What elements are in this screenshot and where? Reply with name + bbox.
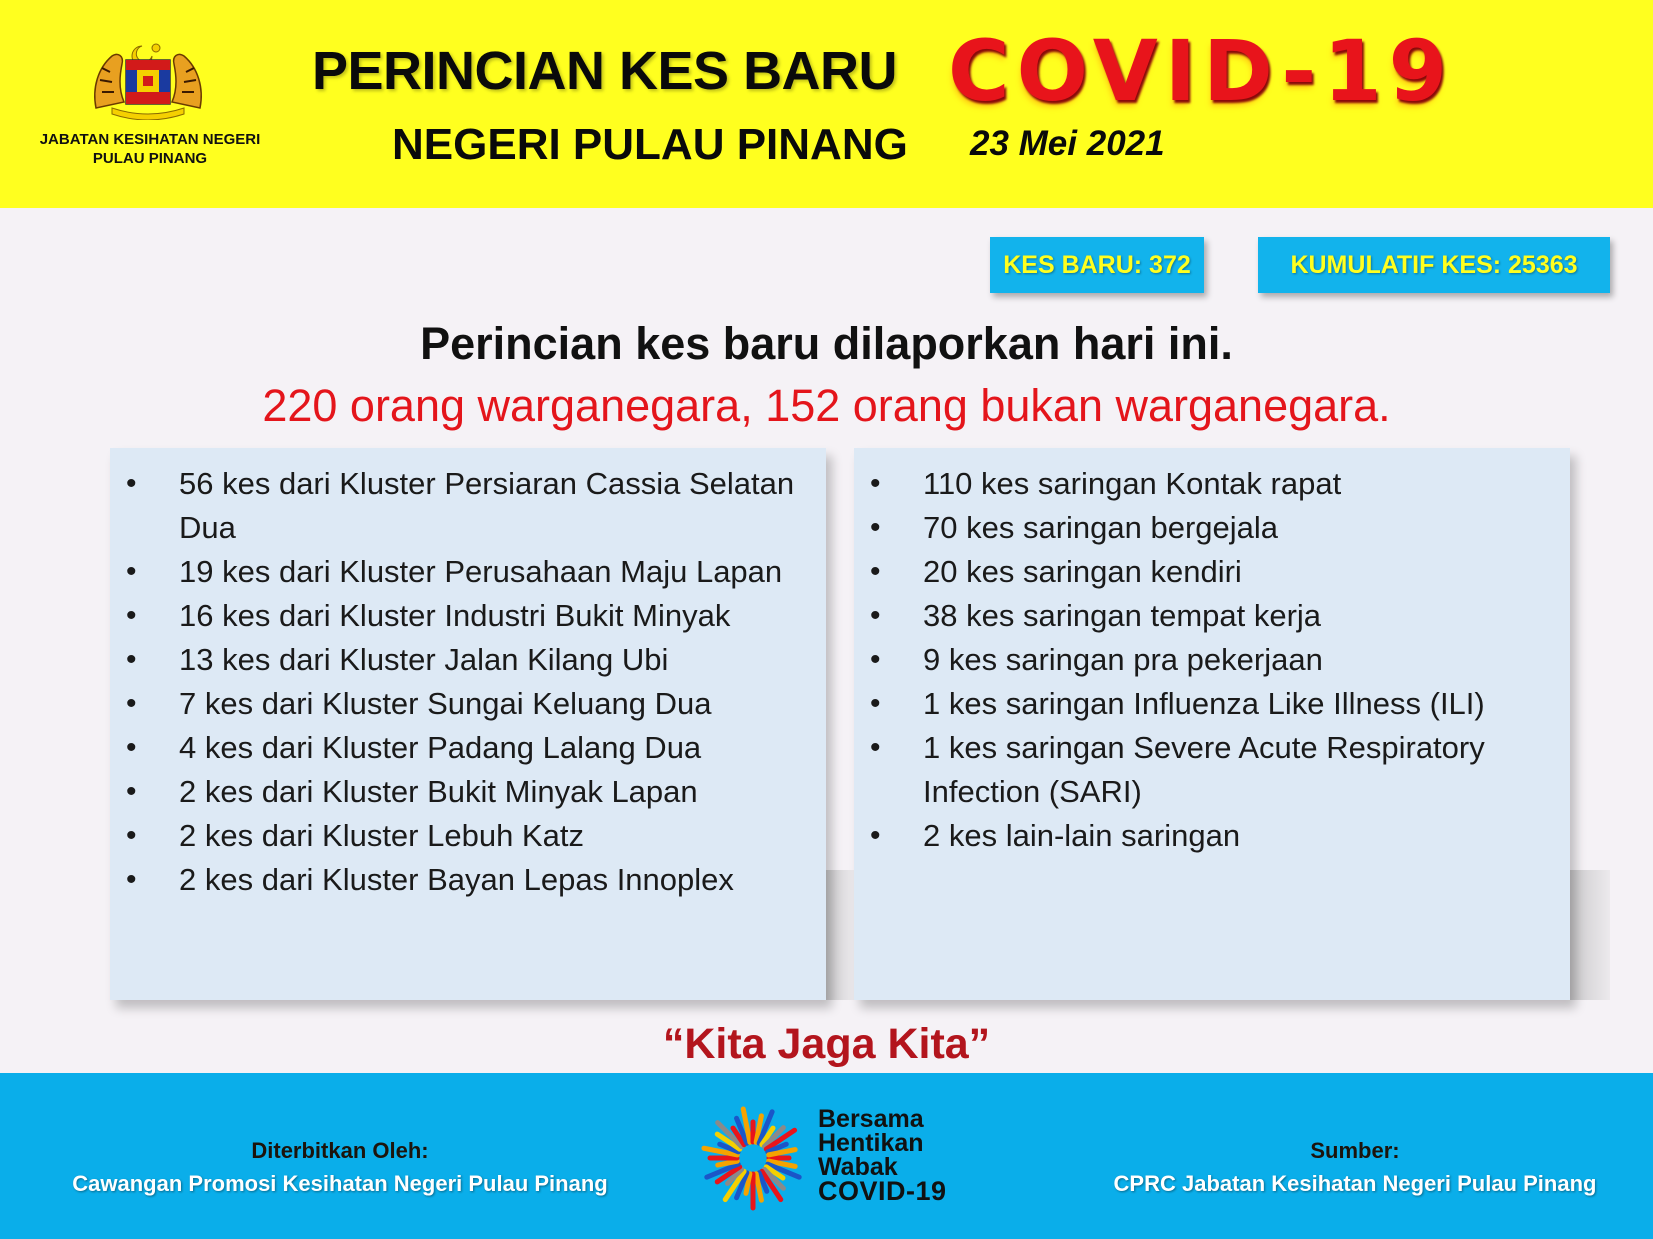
publisher-heading: Diterbitkan Oleh: xyxy=(251,1138,429,1163)
list-item xyxy=(854,814,1570,858)
report-date: 23 Mei 2021 xyxy=(970,124,1165,163)
bullet-icon: • xyxy=(126,687,137,720)
footer-banner xyxy=(0,1073,1653,1239)
slogan: “Kita Jaga Kita” xyxy=(662,1020,991,1068)
list-item xyxy=(854,506,1570,550)
cumulative-cases-badge: KUMULATIF KES: 25363 xyxy=(1258,237,1610,293)
page-title: PERINCIAN KES BARU xyxy=(312,41,898,101)
list-item-text: 1 kes saringan Influenza Like Illness (ILI) xyxy=(923,686,1485,721)
list-item-text: 20 kes saringan kendiri xyxy=(923,554,1242,589)
campaign-line3: Wabak xyxy=(818,1153,898,1181)
agency-name-line2: PULAU PINANG xyxy=(92,150,208,167)
list-item-text: 2 kes lain-lain saringan xyxy=(923,818,1241,853)
agency-name xyxy=(20,130,280,168)
bullet-icon: • xyxy=(126,467,137,500)
cluster-cases-panel xyxy=(110,448,826,1000)
header-banner xyxy=(0,0,1653,208)
list-item-text: 38 kes saringan tempat kerja xyxy=(923,598,1322,633)
page-subtitle: NEGERI PULAU PINANG xyxy=(392,120,908,169)
bullet-icon: • xyxy=(870,687,881,720)
source-block xyxy=(1060,1135,1650,1201)
new-cases-badge: KES BARU: 372 xyxy=(990,237,1204,293)
list-item-text: 13 kes dari Kluster Jalan Kilang Ubi xyxy=(179,642,669,677)
source-name: CPRC Jabatan Kesihatan Negeri Pulau Pinang xyxy=(1113,1171,1597,1196)
bullet-icon: • xyxy=(126,599,137,632)
bullet-icon: • xyxy=(870,819,881,852)
list-item xyxy=(854,682,1570,726)
list-item-text: 2 kes dari Kluster Bukit Minyak Lapan xyxy=(179,774,698,809)
bullet-icon: • xyxy=(870,731,881,764)
bullet-icon: • xyxy=(126,863,137,896)
panel-shadow xyxy=(1570,870,1610,1000)
cluster-cases-list xyxy=(110,448,826,902)
bullet-icon: • xyxy=(870,467,881,500)
list-item xyxy=(110,770,826,814)
screening-cases-list xyxy=(854,448,1570,858)
campaign-text xyxy=(818,1105,947,1206)
bullet-icon: • xyxy=(126,775,137,808)
headline: Perincian kes baru dilaporkan hari ini. xyxy=(420,318,1233,369)
malaysia-coat-of-arms-icon xyxy=(90,38,206,120)
list-item-text: 2 kes dari Kluster Lebuh Katz xyxy=(179,818,584,853)
list-item xyxy=(110,638,826,682)
list-item-text: 16 kes dari Kluster Industri Bukit Minyak xyxy=(179,598,731,633)
publisher-name: Cawangan Promosi Kesihatan Negeri Pulau Pinang xyxy=(72,1171,608,1196)
list-item xyxy=(110,594,826,638)
list-item-text: 2 kes dari Kluster Bayan Lepas Innoplex xyxy=(179,862,734,897)
sunburst-logo-icon xyxy=(698,1103,808,1213)
list-item xyxy=(110,726,826,770)
publisher-block xyxy=(40,1135,640,1201)
list-item xyxy=(854,462,1570,506)
list-item-text: 7 kes dari Kluster Sungai Keluang Dua xyxy=(179,686,712,721)
panel-shadow xyxy=(826,870,854,1000)
bullet-icon: • xyxy=(870,555,881,588)
list-item xyxy=(854,638,1570,682)
list-item xyxy=(110,814,826,858)
list-item xyxy=(854,594,1570,638)
bullet-icon: • xyxy=(126,555,137,588)
bullet-icon: • xyxy=(126,731,137,764)
list-item-text: 56 kes dari Kluster Persiaran Cassia Selatan Dua xyxy=(179,466,795,545)
list-item xyxy=(110,462,826,550)
list-item xyxy=(854,726,1570,814)
nationality-breakdown: 220 orang warganegara, 152 orang bukan warganegara. xyxy=(262,380,1391,431)
campaign-line2: Hentikan xyxy=(818,1129,924,1157)
list-item-text: 70 kes saringan bergejala xyxy=(923,510,1279,545)
list-item-text: 19 kes dari Kluster Perusahaan Maju Lapan xyxy=(179,554,783,589)
list-item xyxy=(110,858,826,902)
campaign-logo xyxy=(698,1103,968,1213)
covid-title: COVID-19 xyxy=(948,22,1455,120)
agency-name-line1: JABATAN KESIHATAN NEGERI xyxy=(39,131,261,148)
list-item xyxy=(110,682,826,726)
list-item-text: 4 kes dari Kluster Padang Lalang Dua xyxy=(179,730,702,765)
list-item-text: 1 kes saringan Severe Acute Respiratory Infection (SARI) xyxy=(923,730,1485,809)
campaign-line4: COVID-19 xyxy=(818,1176,947,1206)
bullet-icon: • xyxy=(126,819,137,852)
list-item-text: 9 kes saringan pra pekerjaan xyxy=(923,642,1323,677)
source-heading: Sumber: xyxy=(1310,1138,1400,1163)
list-item xyxy=(110,550,826,594)
bullet-icon: • xyxy=(126,643,137,676)
bullet-icon: • xyxy=(870,643,881,676)
list-item-text: 110 kes saringan Kontak rapat xyxy=(923,466,1342,501)
bullet-icon: • xyxy=(870,599,881,632)
list-item xyxy=(854,550,1570,594)
campaign-line1: Bersama xyxy=(818,1105,924,1133)
screening-cases-panel xyxy=(854,448,1570,1000)
bullet-icon: • xyxy=(870,511,881,544)
